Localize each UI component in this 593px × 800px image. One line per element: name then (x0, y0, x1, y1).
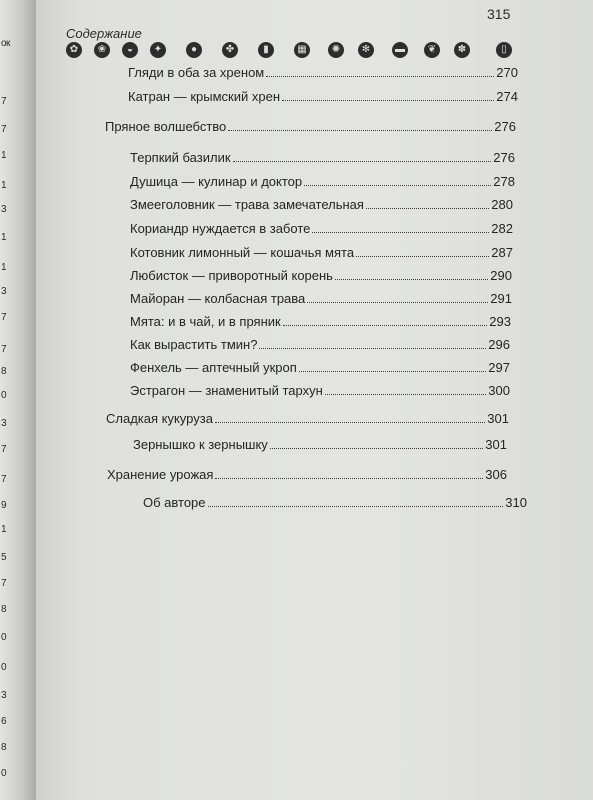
toc-entry-title: Котовник лимонный — кошачья мята (130, 245, 355, 260)
dot-leader (283, 325, 488, 326)
gutter-number: 7 (1, 124, 7, 135)
toc-entry-title: Любисток — приворотный корень (130, 268, 333, 283)
gutter-number: 7 (1, 578, 7, 589)
gutter-number: 0 (1, 632, 7, 643)
toc-entry[interactable] (130, 218, 513, 236)
cabbage-icon: ❀ (94, 42, 110, 58)
gutter-number: 7 (1, 474, 7, 485)
dot-leader (228, 130, 492, 131)
flower-icon: ✽ (454, 42, 470, 58)
toc-entry-title: Майоран — колбасная трава (130, 291, 306, 306)
toc-entry[interactable] (130, 147, 515, 165)
toc-entry-title: Катран — крымский хрен (128, 89, 280, 104)
toc-entry-page: 306 (485, 467, 507, 482)
gutter-number: 7 (1, 444, 7, 455)
corn-icon: ▦ (294, 42, 310, 58)
toc-entry-page: 291 (490, 291, 512, 306)
gutter-number: 7 (1, 96, 7, 107)
toc-entry[interactable] (128, 62, 518, 80)
toc-entry-title: Как вырастить тмин? (130, 337, 258, 352)
toc-entry[interactable] (130, 194, 513, 212)
dot-leader (366, 208, 489, 209)
tomato-icon: ● (186, 42, 202, 58)
toc-entry[interactable] (128, 86, 518, 104)
toc-entry[interactable] (130, 242, 513, 260)
gutter-number: 3 (1, 286, 7, 297)
leaf-icon: ❦ (424, 42, 440, 58)
toc-entry-page: 290 (490, 268, 512, 283)
toc-entry-title: Пряное волшебство (105, 119, 227, 134)
toc-entry-page: 301 (487, 411, 509, 426)
gutter-number: 0 (1, 662, 7, 673)
toc-entry-title: Об авторе (143, 495, 206, 510)
dot-leader (299, 371, 487, 372)
gutter-number: 1 (1, 232, 7, 243)
toc-entry-title: Змееголовник — трава замечательная (130, 197, 364, 212)
running-header-title: Содержание (66, 26, 142, 41)
toc-entry-title: Душица — кулинар и доктор (130, 174, 303, 189)
toc-entry-page: 276 (494, 119, 516, 134)
gutter-number: 8 (1, 604, 7, 615)
gutter-number: 3 (1, 418, 7, 429)
gutter-number: 7 (1, 344, 7, 355)
gutter-number: 7 (1, 312, 7, 323)
toc-entry-page: 270 (496, 65, 518, 80)
eggplant-icon: ✤ (222, 42, 238, 58)
gutter-number: 1 (1, 180, 7, 191)
toc-entry-page: 293 (489, 314, 511, 329)
gutter-number: 9 (1, 500, 7, 511)
toc-entry[interactable] (130, 288, 512, 306)
toc-entry[interactable] (130, 311, 511, 329)
toc-entry-title: Мята: и в чай, и в пряник (130, 314, 281, 329)
gutter-number: 3 (1, 690, 7, 701)
herb-icon: ▬ (392, 42, 408, 58)
gutter-number: 1 (1, 150, 7, 161)
toc-entry-page: 296 (488, 337, 510, 352)
dot-leader (325, 394, 486, 395)
toc-entry-page: 278 (493, 174, 515, 189)
toc-entry[interactable] (130, 357, 510, 375)
dot-leader (312, 232, 489, 233)
toc-section-entry[interactable] (107, 464, 507, 482)
toc-entry[interactable] (130, 171, 515, 189)
dot-leader (215, 422, 485, 423)
toc-entry-page: 310 (505, 495, 527, 510)
dot-leader (356, 256, 489, 257)
berry-icon: ✺ (328, 42, 344, 58)
dot-leader (233, 161, 492, 162)
toc-section-entry[interactable] (106, 408, 509, 426)
toc-entry-title: Хранение урожая (107, 467, 214, 482)
gutter-number: 0 (1, 390, 7, 401)
garlic-icon: ✻ (358, 42, 374, 58)
gutter-number: 1 (1, 262, 7, 273)
pepper-icon: ✦ (150, 42, 166, 58)
toc-section-entry[interactable] (105, 116, 516, 134)
left-page-edge (0, 0, 36, 800)
toc-entry-page: 282 (491, 221, 513, 236)
toc-entry[interactable] (130, 265, 512, 283)
toc-entry[interactable] (130, 334, 510, 352)
gutter-number: 0 (1, 768, 7, 779)
toc-entry-page: 287 (491, 245, 513, 260)
gutter-number: 8 (1, 366, 7, 377)
toc-entry-page: 280 (491, 197, 513, 212)
dot-leader (307, 302, 488, 303)
toc-entry[interactable] (133, 434, 507, 452)
toc-entry-page: 274 (496, 89, 518, 104)
toc-entry-page: 300 (488, 383, 510, 398)
toc-entry-title: Фенхель — аптечный укроп (130, 360, 297, 375)
dot-leader (215, 478, 483, 479)
gutter-number: ок (1, 38, 10, 49)
toc-entry-page: 297 (488, 360, 510, 375)
onion-icon: ◒ (122, 42, 138, 58)
dot-leader (282, 100, 494, 101)
dot-leader (270, 448, 483, 449)
gutter-number: 6 (1, 716, 7, 727)
toc-entry-title: Кориандр нуждается в заботе (130, 221, 311, 236)
gutter-number: 1 (1, 524, 7, 535)
gutter-number: 5 (1, 552, 7, 563)
cucumber-icon: ▮ (258, 42, 274, 58)
dot-leader (335, 279, 488, 280)
toc-entry-title: Терпкий базилик (130, 150, 231, 165)
page-number: 315 (487, 6, 511, 22)
toc-entry[interactable] (143, 492, 527, 510)
gutter-number: 3 (1, 204, 7, 215)
dot-leader (208, 506, 504, 507)
dot-leader (304, 185, 491, 186)
toc-entry-page: 276 (493, 150, 515, 165)
toc-entry-page: 301 (485, 437, 507, 452)
toc-entry-title: Гляди в оба за хреном (128, 65, 265, 80)
toc-entry-title: Зернышко к зернышку (133, 437, 268, 452)
dot-leader (266, 76, 494, 77)
toc-entry-title: Сладкая кукуруза (106, 411, 213, 426)
gutter-number: 8 (1, 742, 7, 753)
toc-entry[interactable] (130, 380, 510, 398)
jar-icon: ▯ (496, 42, 512, 58)
toc-entry-title: Эстрагон — знаменитый тархун (130, 383, 323, 398)
dot-leader (259, 348, 486, 349)
carrot-icon: ✿ (66, 42, 82, 58)
